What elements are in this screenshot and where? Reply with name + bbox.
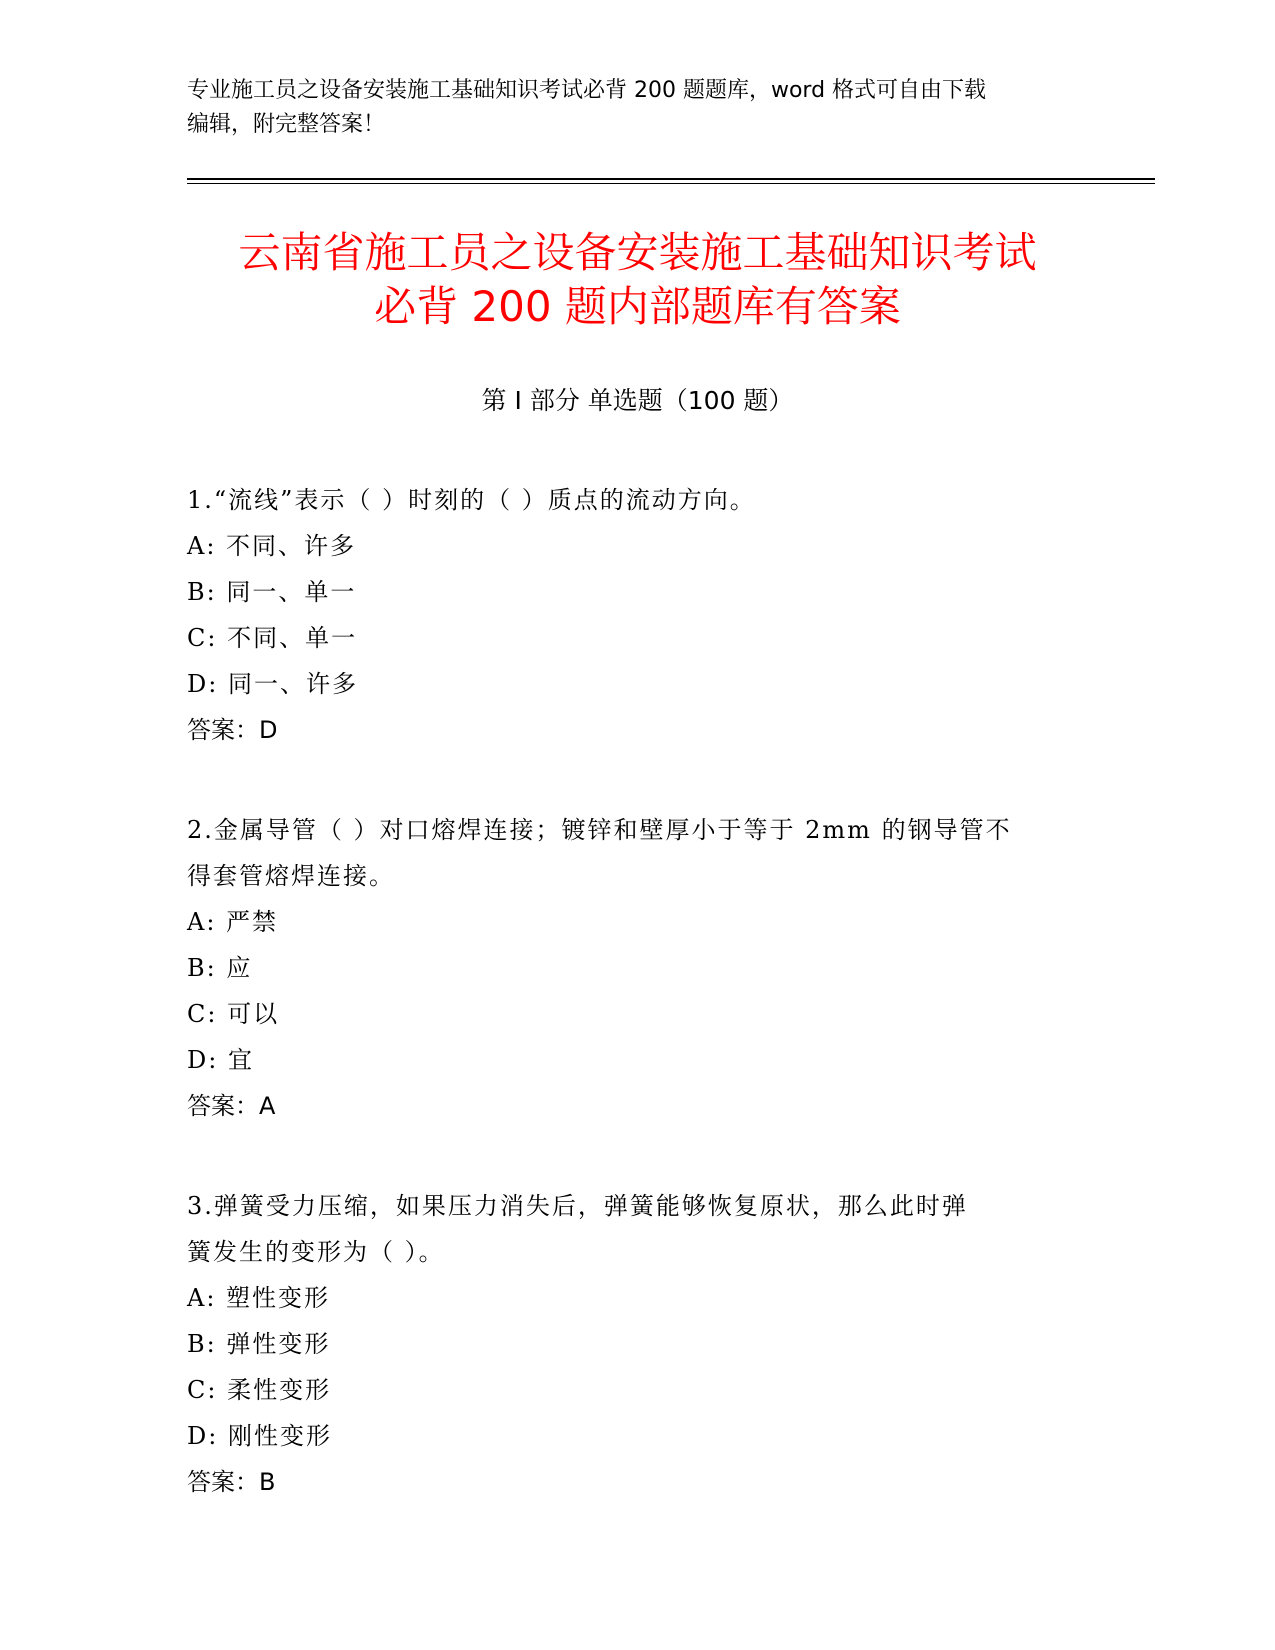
answer-line: 答案：D: [187, 716, 278, 744]
option-d: D: 同一、许多: [187, 670, 358, 698]
option-d: D: 宜: [187, 1046, 254, 1074]
header-divider-thin: [187, 183, 1155, 184]
header-note-line-1: 专业施工员之设备安装施工基础知识考试必背 200 题题库，word 格式可自由下载: [187, 78, 987, 103]
option-a: A: 严禁: [187, 908, 279, 936]
option-a: A: 塑性变形: [187, 1284, 331, 1312]
option-c: C: 可以: [187, 1000, 280, 1028]
header-note-line-2: 编辑，附完整答案！: [187, 112, 386, 137]
option-d: D: 刚性变形: [187, 1422, 332, 1450]
document-title-line-2: 必背 200 题内部题库有答案: [374, 282, 901, 331]
option-c: C: 柔性变形: [187, 1376, 332, 1404]
section-heading: 第 I 部分 单选题（100 题）: [481, 386, 794, 415]
question-stem: 1.“流线”表示（ ）时刻的（ ）质点的流动方向。: [187, 486, 756, 514]
question-stem-continued: 簧发生的变形为（ ）。: [187, 1238, 445, 1266]
option-b: B: 应: [187, 954, 253, 982]
question-item: [187, 477, 1067, 753]
header-divider-thick: [187, 178, 1155, 180]
question-item: [187, 1183, 1067, 1505]
document-title: [150, 226, 1125, 334]
question-list: [187, 477, 1067, 1559]
option-c: C: 不同、单一: [187, 624, 358, 652]
question-item: [187, 807, 1067, 1129]
answer-line: 答案：B: [187, 1468, 276, 1496]
question-stem: 3.弹簧受力压缩，如果压力消失后，弹簧能够恢复原状，那么此时弹: [187, 1192, 968, 1220]
question-stem-continued: 得套管熔焊连接。: [187, 862, 395, 890]
document-title-line-1: 云南省施工员之设备安装施工基础知识考试: [238, 228, 1037, 277]
answer-line: 答案：A: [187, 1092, 276, 1120]
option-b: B: 弹性变形: [187, 1330, 331, 1358]
document-header-note: [187, 74, 1087, 142]
option-a: A: 不同、许多: [187, 532, 357, 560]
option-b: B: 同一、单一: [187, 578, 357, 606]
question-stem: 2.金属导管（ ）对口熔焊连接；镀锌和壁厚小于等于 2mm 的钢导管不: [187, 816, 1012, 844]
